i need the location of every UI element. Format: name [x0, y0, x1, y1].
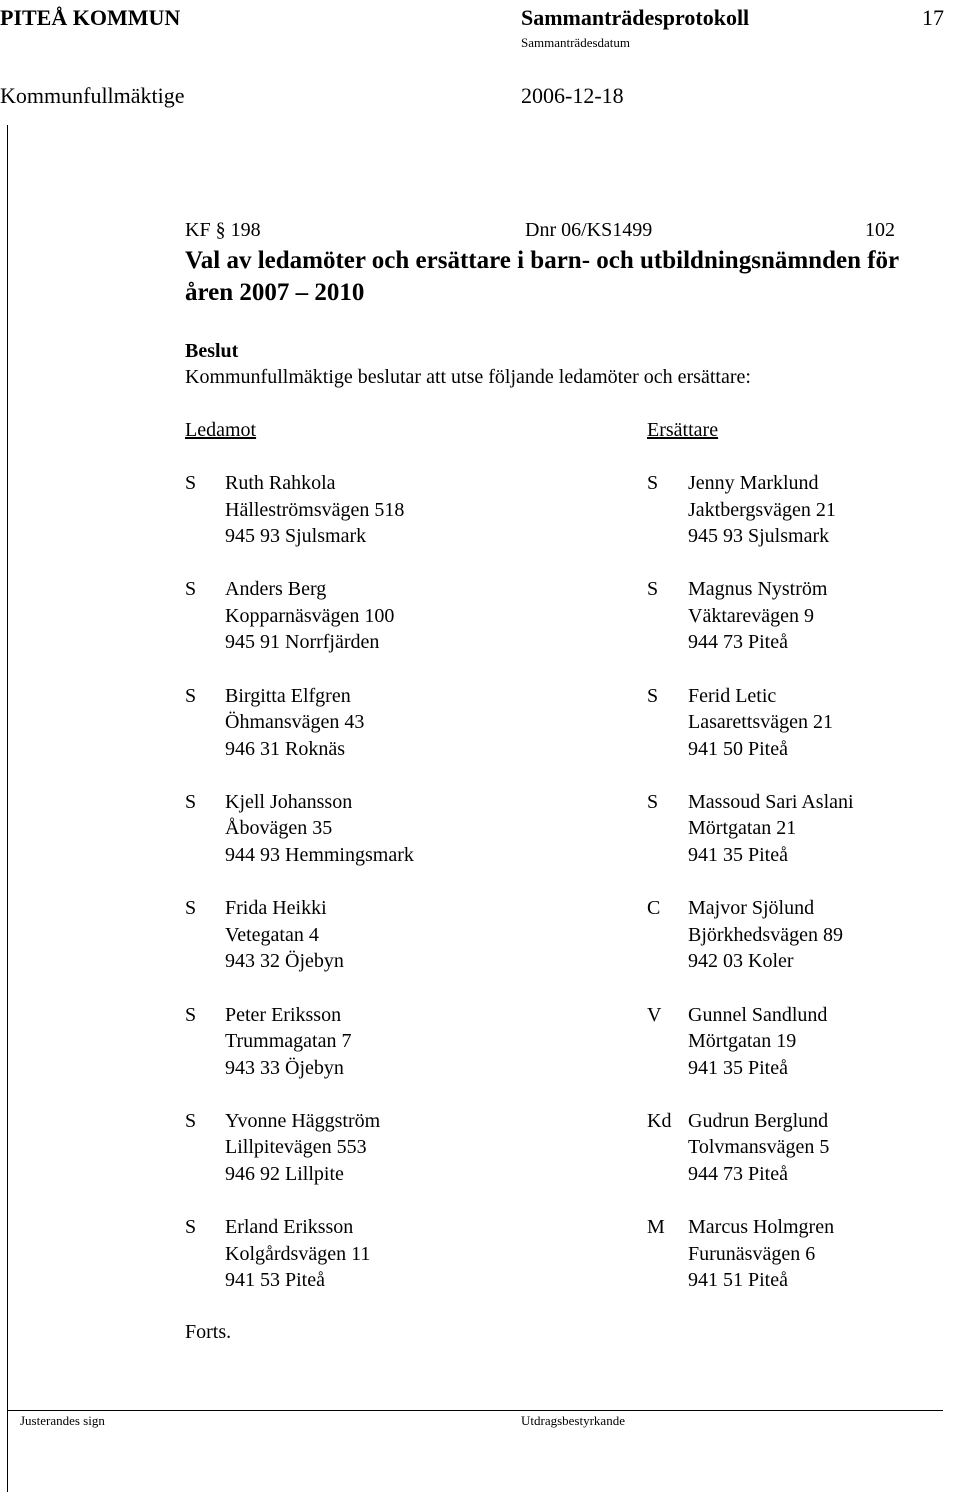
item-title-line1: Val av ledamöter och ersättare i barn- och utbildningsnämnden för — [185, 247, 900, 274]
person-details — [225, 683, 364, 763]
postal-address: 943 33 Öjebyn — [225, 1056, 344, 1079]
left-margin-line — [7, 125, 8, 1492]
meeting-date: 2006-12-18 — [521, 83, 624, 108]
street-address: Vetegatan 4 — [225, 923, 319, 946]
item-code: KF § 198 — [185, 219, 261, 241]
postal-address: 941 51 Piteå — [688, 1269, 788, 1292]
person-details — [688, 1214, 834, 1294]
postal-address: 945 93 Sjulsmark — [688, 525, 830, 547]
person-details — [225, 576, 394, 656]
street-address: Lasarettsvägen 21 — [688, 711, 833, 734]
person-name: Peter Eriksson — [225, 1003, 342, 1026]
continued-note: Forts. — [185, 1321, 232, 1343]
postal-address: 944 93 Hemmingsmark — [225, 843, 414, 866]
party-code: S — [185, 1109, 197, 1132]
postal-address: 941 50 Piteå — [688, 737, 788, 760]
person-details — [688, 683, 833, 763]
person-details — [225, 470, 404, 550]
item-title-line2: åren 2007 – 2010 — [185, 279, 365, 306]
person-details — [225, 789, 414, 869]
postal-address: 942 03 Koler — [688, 950, 794, 973]
party-code: Kd — [647, 1109, 672, 1132]
item-number: 102 — [865, 219, 895, 241]
party-code: S — [647, 578, 659, 601]
street-address: Trummagatan 7 — [225, 1030, 352, 1052]
street-address: Lillpitevägen 553 — [225, 1136, 367, 1159]
postal-address: 945 93 Sjulsmark — [225, 525, 367, 547]
person-name: Ruth Rahkola — [225, 472, 336, 494]
party-code: S — [185, 1003, 197, 1026]
decision-text: Kommunfullmäktige beslutar att utse följande ledamöter och ersättare: — [185, 366, 751, 388]
person-name: Ferid Letic — [688, 684, 777, 707]
party-code: S — [647, 790, 659, 813]
person-name: Erland Eriksson — [225, 1216, 354, 1239]
postal-address: 944 73 Piteå — [688, 631, 788, 654]
party-code: S — [185, 1216, 197, 1239]
street-address: Furunäsvägen 6 — [688, 1242, 816, 1265]
party-code: S — [185, 472, 197, 494]
street-address: Hälleströmsvägen 518 — [225, 498, 405, 521]
person-details — [225, 1108, 380, 1188]
postal-address: 944 73 Piteå — [688, 1162, 788, 1185]
party-code: S — [185, 684, 197, 707]
postal-address: 945 91 Norrfjärden — [225, 631, 380, 654]
party-code: S — [647, 472, 659, 494]
person-details — [688, 895, 843, 975]
street-address: Björkhedsvägen 89 — [688, 923, 843, 946]
footer-line — [7, 1410, 943, 1411]
decision-heading: Beslut — [185, 340, 239, 362]
postal-address: 946 31 Roknäs — [225, 737, 345, 760]
person-name: Kjell Johansson — [225, 790, 353, 813]
street-address: Kopparnäsvägen 100 — [225, 604, 395, 627]
person-details — [225, 1214, 370, 1294]
street-address: Mörtgatan 19 — [688, 1030, 797, 1052]
person-name: Gunnel Sandlund — [688, 1003, 828, 1026]
person-details — [225, 1002, 351, 1082]
substitutes-heading: Ersättare — [647, 419, 719, 441]
footer-utdrag: Utdragsbestyrkande — [521, 1413, 625, 1428]
party-code: S — [185, 897, 197, 920]
party-code: V — [647, 1003, 662, 1026]
org-name: PITEÅ KOMMUN — [0, 5, 181, 30]
person-details — [688, 470, 836, 550]
person-details — [688, 1002, 827, 1082]
footer-justerandes: Justerandes sign — [20, 1413, 105, 1428]
person-details — [688, 576, 827, 656]
doc-type: Sammanträdesprotokoll — [521, 5, 750, 30]
person-details — [225, 895, 344, 975]
street-address: Öhmansvägen 43 — [225, 711, 365, 734]
street-address: Tolvmansvägen 5 — [688, 1136, 830, 1159]
person-details — [688, 789, 854, 869]
person-name: Yvonne Häggström — [225, 1109, 381, 1132]
date-label: Sammanträdesdatum — [521, 35, 631, 50]
body-name: Kommunfullmäktige — [0, 83, 185, 108]
person-name: Birgitta Elfgren — [225, 684, 351, 707]
person-name: Massoud Sari Aslani — [688, 790, 854, 813]
person-name: Marcus Holmgren — [688, 1216, 835, 1239]
party-code: M — [647, 1216, 665, 1239]
postal-address: 946 92 Lillpite — [225, 1162, 344, 1185]
party-code: S — [647, 684, 659, 707]
postal-address: 941 53 Piteå — [225, 1269, 325, 1292]
person-name: Jenny Marklund — [688, 472, 819, 494]
street-address: Väktarevägen 9 — [688, 604, 815, 627]
person-name: Magnus Nyström — [688, 578, 828, 601]
person-name: Majvor Sjölund — [688, 897, 815, 920]
postal-address: 941 35 Piteå — [688, 843, 788, 866]
person-name: Anders Berg — [225, 578, 327, 601]
party-code: S — [185, 578, 197, 601]
party-code: S — [185, 790, 197, 813]
street-address: Kolgårdsvägen 11 — [225, 1242, 371, 1265]
street-address: Mörtgatan 21 — [688, 817, 797, 840]
person-name: Gudrun Berglund — [688, 1109, 829, 1132]
party-code: C — [647, 897, 661, 920]
person-details — [688, 1108, 829, 1188]
page-number: 17 — [922, 5, 944, 30]
street-address: Jaktbergsvägen 21 — [688, 498, 836, 521]
street-address: Åbovägen 35 — [225, 817, 333, 840]
members-heading: Ledamot — [185, 419, 257, 441]
postal-address: 943 32 Öjebyn — [225, 950, 344, 973]
person-name: Frida Heikki — [225, 897, 327, 920]
item-dnr: Dnr 06/KS1499 — [525, 219, 653, 241]
postal-address: 941 35 Piteå — [688, 1056, 788, 1079]
